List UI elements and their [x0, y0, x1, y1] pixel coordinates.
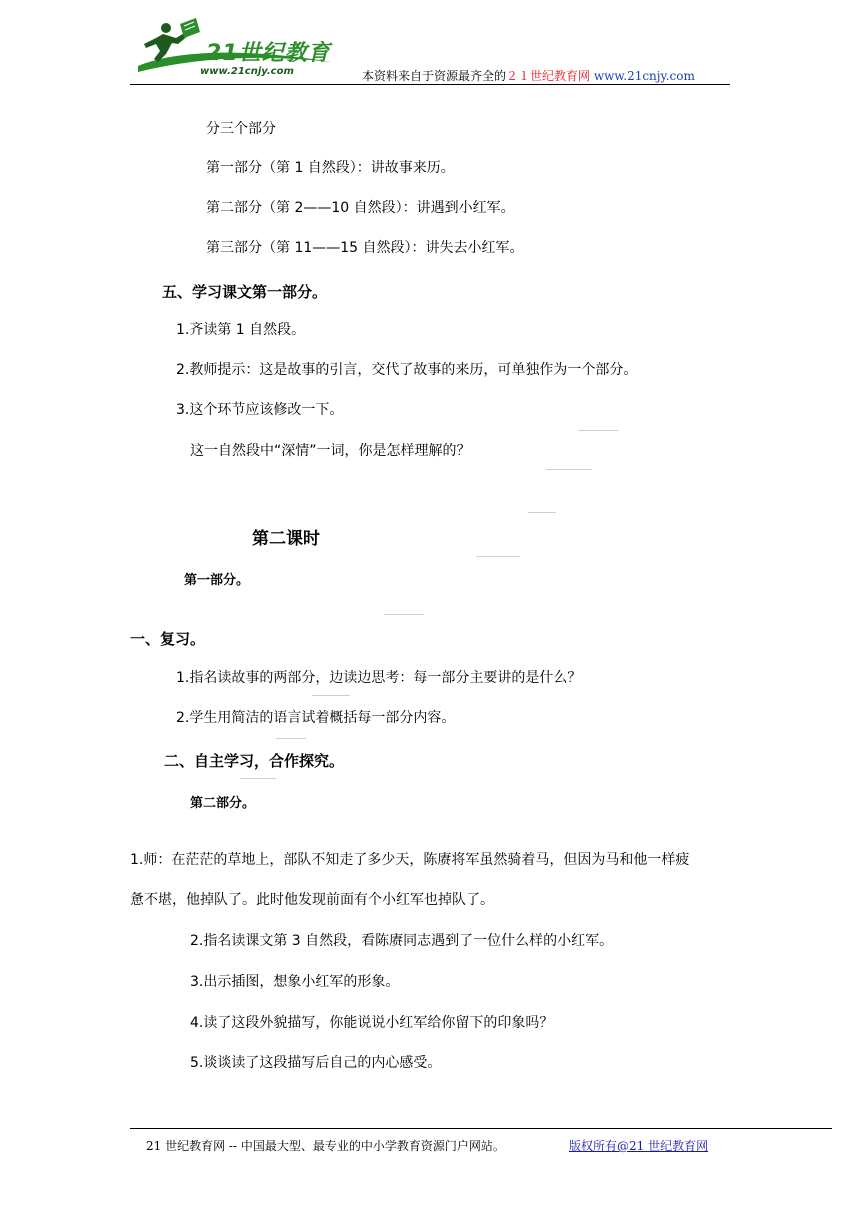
section-five-heading: 五、学习课文第一部分。 [162, 283, 328, 301]
review-item-2: 2.学生用简洁的语言试着概括每一部分内容。 [176, 710, 456, 726]
tagline-url[interactable]: www.21cnjy.com [593, 69, 695, 83]
lesson-two-title: 第二课时 [252, 529, 320, 549]
review-heading: 一、复习。 [130, 630, 206, 648]
header-divider [130, 84, 730, 85]
site-logo[interactable] [136, 14, 336, 84]
structure-intro: 分三个部分 [206, 121, 276, 137]
scan-speck [528, 512, 556, 513]
scan-speck [276, 738, 306, 739]
step-2: 2.指名读课文第 3 自然段，看陈赓同志遇到了一位什么样的小红军。 [190, 933, 614, 949]
section-five-question: 这一自然段中“深情”一词，你是怎样理解的？ [190, 443, 471, 459]
scan-speck [240, 778, 276, 779]
section-five-item-3: 3.这个环节应该修改一下。 [176, 402, 344, 418]
part-two-summary: 第二部分（第 2——10 自然段）：讲遇到小红军。 [206, 200, 515, 216]
part-two-label: 第二部分。 [190, 796, 256, 811]
tagline-prefix: 本资料来自于资源最齐全的 [362, 69, 507, 83]
footer-copyright-link[interactable]: 版权所有@21 世纪教育网 [569, 1139, 709, 1153]
paragraph-one-line-1: 1.师：在茫茫的草地上，部队不知走了多少天，陈赓将军虽然骑着马，但因为马和他一样疲 [130, 852, 690, 868]
footer-description: 21 世纪教育网 -- 中国最大型、最专业的中小学教育资源门户网站。 [146, 1139, 505, 1153]
logo-url: www.21cnjy.com [200, 66, 294, 77]
logo-title: 21世纪教育 [206, 41, 331, 66]
step-3: 3.出示插图，想象小红军的形象。 [190, 974, 400, 990]
scan-speck [384, 614, 424, 615]
self-study-heading: 二、自主学习，合作探究。 [164, 752, 345, 770]
section-five-item-1: 1.齐读第 1 自然段。 [176, 322, 306, 338]
part-three-summary: 第三部分（第 11——15 自然段）：讲失去小红军。 [206, 240, 524, 256]
tagline-brand: ２１世纪教育网 [506, 69, 591, 83]
paragraph-one-line-2: 惫不堪，他掉队了。此时他发现前面有个小红军也掉队了。 [130, 892, 494, 908]
scan-speck [546, 469, 592, 470]
scan-speck [476, 556, 520, 557]
step-4: 4.读了这段外貌描写，你能说说小红军给你留下的印象吗？ [190, 1015, 554, 1031]
scan-speck [312, 695, 350, 696]
part-one-summary: 第一部分（第 1 自然段）：讲故事来历。 [206, 160, 455, 176]
step-5: 5.谈谈读了这段描写后自己的内心感受。 [190, 1055, 442, 1071]
review-item-1: 1.指名读故事的两部分，边读边思考：每一部分主要讲的是什么？ [176, 670, 582, 686]
footer-divider [130, 1128, 832, 1129]
section-five-item-2: 2.教师提示：这是故事的引言，交代了故事的来历，可单独作为一个部分。 [176, 362, 638, 378]
scan-speck [578, 430, 618, 431]
header-tagline [362, 67, 695, 84]
part-one-label: 第一部分。 [184, 573, 250, 588]
